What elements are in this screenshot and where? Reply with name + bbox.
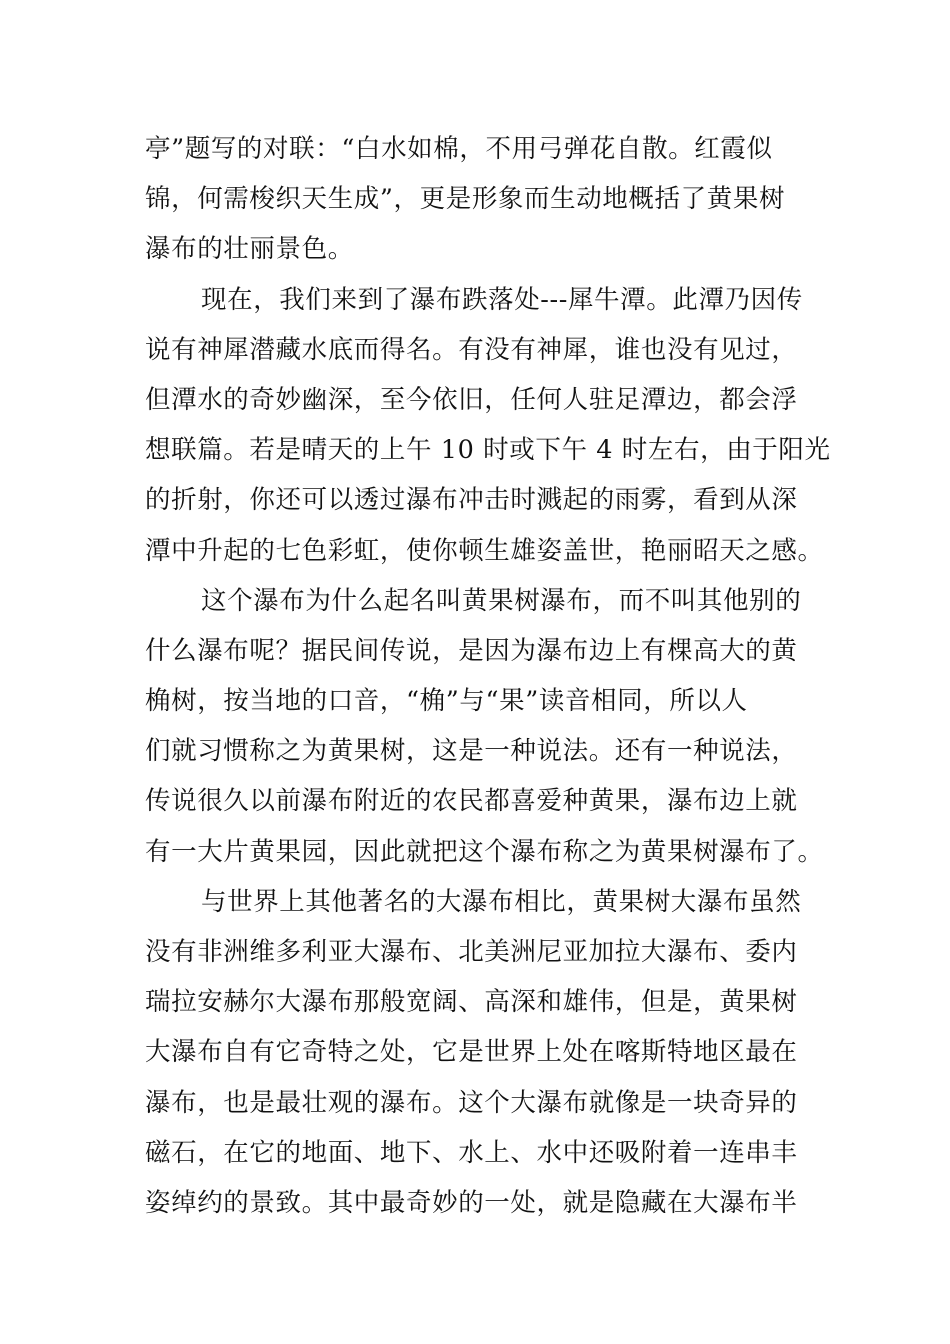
paragraph-start-line: 与世界上其他著名的大瀑布相比，黄果树大瀑布虽然 xyxy=(201,886,802,917)
text-line: 没有非洲维多利亚大瀑布、北美洲尼亚加拉大瀑布、委内 xyxy=(145,937,798,967)
text-line: 们就习惯称之为黄果树，这是一种说法。还有一种说法， xyxy=(145,736,798,767)
text-line: 潭中升起的七色彩虹，使你顿生雄姿盖世，艳丽昭天之感。 xyxy=(145,535,824,566)
text-line: 亭”题写的对联：“白水如棉，不用弓弹花自散。红霞似 xyxy=(145,134,773,164)
text-line: 的折射，你还可以透过瀑布冲击时溅起的雨雾，看到从深 xyxy=(145,485,798,516)
text-line: 传说很久以前瀑布附近的农民都喜爱种黄果，瀑布边上就 xyxy=(145,786,798,817)
paragraph-start-line: 现在，我们来到了瀑布跌落处---犀牛潭。此潭乃因传 xyxy=(201,284,803,315)
text-line: 想联篇。若是晴天的上午 10 时或下午 4 时左右，由于阳光 xyxy=(145,435,831,466)
text-line: 桷树，按当地的口音，“桷”与“果”读音相同，所以人 xyxy=(145,686,748,717)
text-line: 姿绰约的景致。其中最奇妙的一处，就是隐藏在大瀑布半 xyxy=(145,1187,798,1218)
text-line: 瀑布，也是最壮观的瀑布。这个大瀑布就像是一块奇异的 xyxy=(145,1087,798,1118)
text-line: 磁石，在它的地面、地下、水上、水中还吸附着一连串丰 xyxy=(145,1137,798,1168)
text-line: 大瀑布自有它奇特之处，它是世界上处在喀斯特地区最在 xyxy=(145,1037,798,1068)
text-line: 但潭水的奇妙幽深，至今依旧，任何人驻足潭边，都会浮 xyxy=(145,384,798,415)
body-text xyxy=(145,124,831,1228)
text-line: 说有神犀潜藏水底而得名。有没有神犀，谁也没有见过， xyxy=(145,334,798,365)
text-line: 瑞拉安赫尔大瀑布那般宽阔、高深和雄伟，但是，黄果树 xyxy=(145,987,798,1018)
text-line: 什么瀑布呢？据民间传说，是因为瀑布边上有棵高大的黄 xyxy=(145,635,798,666)
text-line: 锦，何需梭织天生成”，更是形象而生动地概括了黄果树 xyxy=(145,184,786,215)
text-line: 瀑布的壮丽景色。 xyxy=(145,234,354,265)
text-line: 有一大片黄果园，因此就把这个瀑布称之为黄果树瀑布了。 xyxy=(145,836,824,867)
paragraph-start-line: 这个瀑布为什么起名叫黄果树瀑布，而不叫其他别的 xyxy=(201,585,802,616)
